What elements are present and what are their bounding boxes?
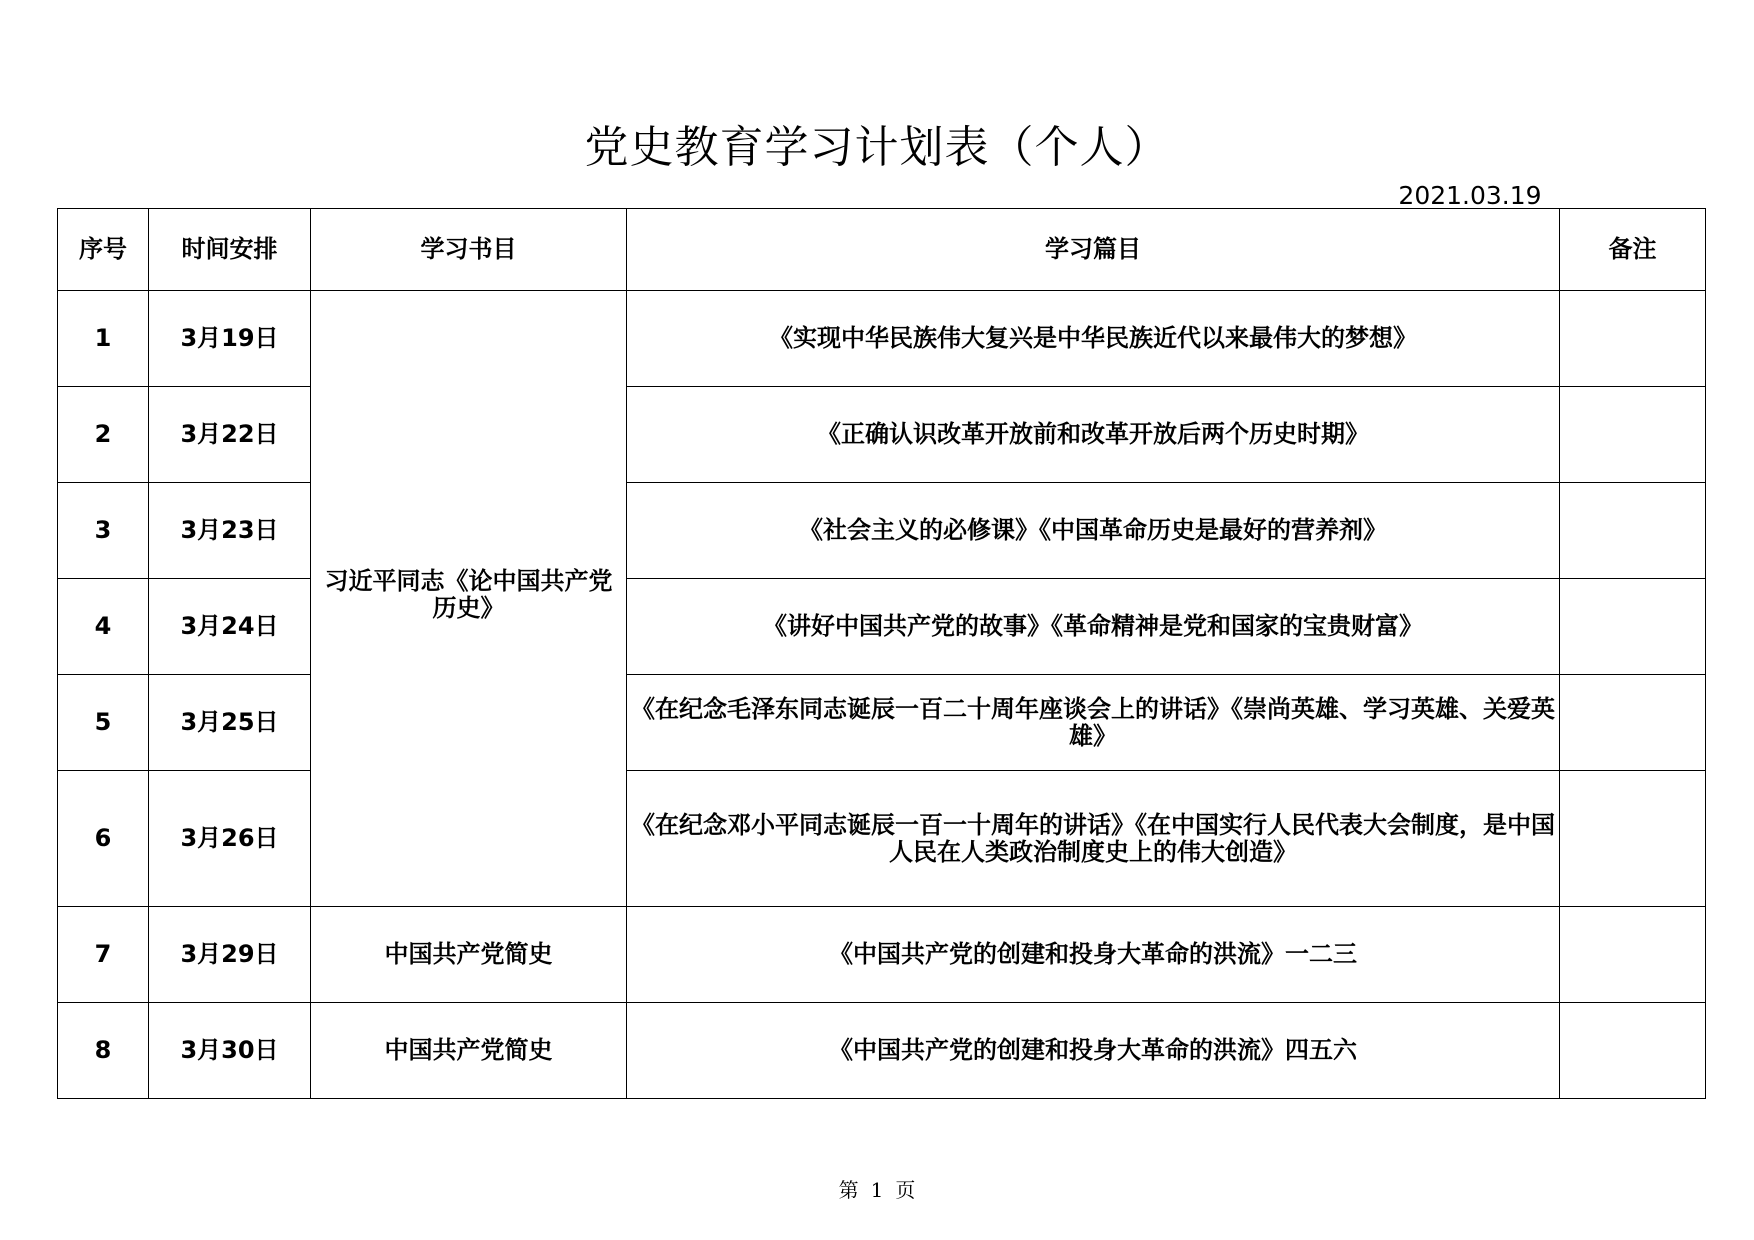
row-date: 3月30日 [149,1003,311,1099]
row-index: 6 [58,771,149,907]
row-index: 2 [58,387,149,483]
row-index: 5 [58,675,149,771]
row-remark [1560,907,1706,1003]
row-chapter: 《在纪念毛泽东同志诞辰一百二十周年座谈会上的讲话》《崇尚英雄、学习英雄、关爱英雄》 [627,675,1560,771]
row-index: 7 [58,907,149,1003]
row-date: 3月25日 [149,675,311,771]
study-plan-table [57,208,1706,1099]
row-chapter: 《正确认识改革开放前和改革开放后两个历史时期》 [627,387,1560,483]
row-date: 3月22日 [149,387,311,483]
row-index: 3 [58,483,149,579]
row-chapter: 《中国共产党的创建和投身大革命的洪流》四五六 [627,1003,1560,1099]
row-remark [1560,675,1706,771]
table-header-row [58,209,1706,291]
table-row [58,291,1706,387]
page-title: 党史教育学习计划表（个人） [584,122,1170,173]
row-index: 4 [58,579,149,675]
table-row [58,907,1706,1003]
footer-prefix: 第 [838,1178,859,1202]
table-row [58,675,1706,771]
row-remark [1560,579,1706,675]
header-remark: 备注 [1560,209,1706,291]
row-date: 3月23日 [149,483,311,579]
document-date: 2021.03.19 [1398,181,1542,210]
row-chapter: 《中国共产党的创建和投身大革命的洪流》一二三 [627,907,1560,1003]
row-remark [1560,1003,1706,1099]
header-chapter: 学习篇目 [627,209,1560,291]
row-remark [1560,771,1706,907]
header-index: 序号 [58,209,149,291]
header-schedule: 时间安排 [149,209,311,291]
row-book-merged: 习近平同志《论中国共产党历史》 [311,291,627,907]
header-book: 学习书目 [311,209,627,291]
row-chapter: 《在纪念邓小平同志诞辰一百一十周年的讲话》《在中国实行人民代表大会制度，是中国人民在人类政治制度史上的伟大创造》 [627,771,1560,907]
row-chapter: 《社会主义的必修课》《中国革命历史是最好的营养剂》 [627,483,1560,579]
row-date: 3月24日 [149,579,311,675]
page-footer [0,1178,1754,1202]
row-chapter: 《讲好中国共产党的故事》《革命精神是党和国家的宝贵财富》 [627,579,1560,675]
table-row [58,579,1706,675]
footer-page-number: 1 [870,1178,884,1202]
row-date: 3月19日 [149,291,311,387]
footer-suffix: 页 [895,1178,916,1202]
row-book: 中国共产党简史 [311,1003,627,1099]
row-date: 3月29日 [149,907,311,1003]
table-row [58,1003,1706,1099]
row-book: 中国共产党简史 [311,907,627,1003]
row-index: 1 [58,291,149,387]
table-row [58,387,1706,483]
row-date: 3月26日 [149,771,311,907]
row-index: 8 [58,1003,149,1099]
row-remark [1560,483,1706,579]
table-row [58,483,1706,579]
row-remark [1560,291,1706,387]
table-row [58,771,1706,907]
row-remark [1560,387,1706,483]
row-chapter: 《实现中华民族伟大复兴是中华民族近代以来最伟大的梦想》 [627,291,1560,387]
